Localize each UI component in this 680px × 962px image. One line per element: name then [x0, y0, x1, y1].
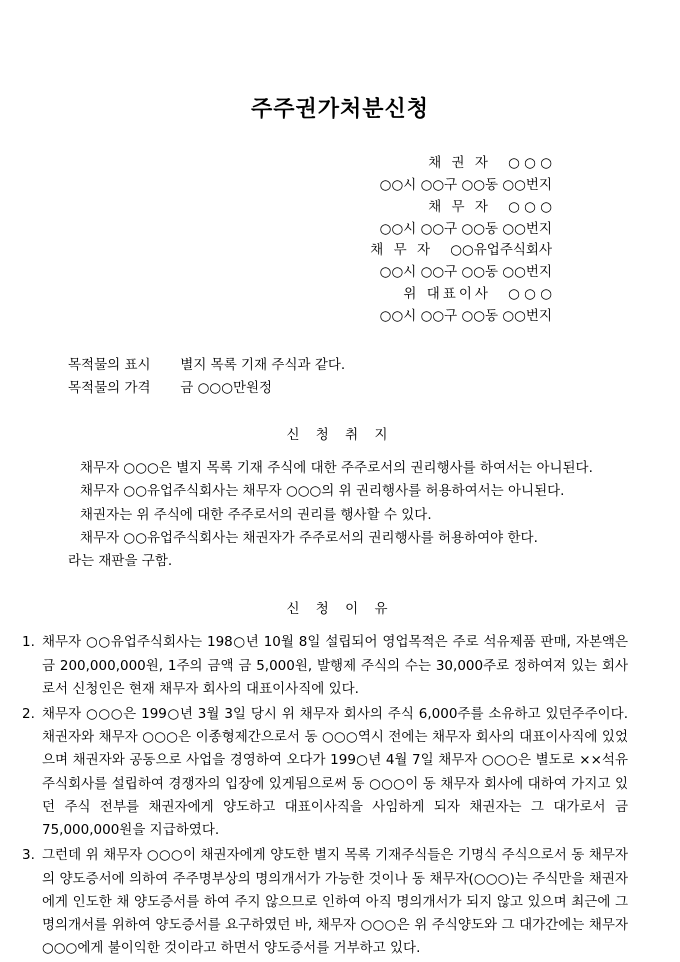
- parties-block: [0, 153, 680, 328]
- party-label: 채 무 자: [370, 242, 434, 259]
- party-row: [0, 153, 552, 175]
- reason-heading: 신 청 이 유: [286, 601, 394, 618]
- party-address: ○○시 ○○구 ○○동 ○○번지: [379, 264, 552, 281]
- claim-heading: 신 청 취 지: [286, 427, 394, 444]
- reason-item: [22, 844, 628, 960]
- party-label: 위 대표이사: [403, 286, 491, 303]
- reason-text: 그런데 위 채무자 ○○○이 채권자에게 양도한 별지 목록 기재주식들은 기명식 주식으로서 동 채무자의 양도증서에 의하여 주주명부상의 명의개서가 가능한 것이나 동 채무자(○○○)는 주식만을 채권자에게 인도한 채 양도증서를 하여 주지 않으므로 인하여 아직 명의개서가 되지 않고 있으며 최근에 그 명의개서를 위하여 양도증서를 요구하였던 바, 채무자 ○○○은 위 주식양도와 그 대가간에는 채무자 ○○○에게 불이익한 것이라고 하면서 양도증서를 거부하고 있다.: [42, 847, 628, 957]
- claim-line: 채무자 ○○유업주식회사는 채무자 ○○○의 위 권리행사를 허용하여서는 아니된다.: [80, 483, 565, 500]
- subject-row: [68, 354, 680, 377]
- subject-key: 목적물의 표시: [68, 356, 151, 373]
- party-address: ○○시 ○○구 ○○동 ○○번지: [379, 176, 552, 193]
- reason-number: 3.: [22, 847, 35, 864]
- subject-value: 금 ○○○만원정: [180, 379, 273, 396]
- subject-row: [68, 377, 680, 400]
- party-address: ○○시 ○○구 ○○동 ○○번지: [379, 220, 552, 237]
- page-title: 주주권가처분신청: [250, 97, 430, 122]
- subject-key: 목적물의 가격: [68, 379, 151, 396]
- reason-item: [22, 631, 628, 701]
- party-value: ○ ○ ○: [508, 198, 552, 215]
- party-value: ○ ○ ○: [508, 286, 552, 303]
- claim-closing-line: 라는 재판을 구함.: [68, 553, 173, 570]
- reason-text: 채무자 ○○유업주식회사는 198○년 10월 8일 설립되어 영업목적은 주로 석유제품 판매, 자본액은 금 200,000,000원, 1주의 금액 금 5,000원, 발행제 주식의 수는 30,000주로 정하여져 있는 회사로서 신청인은 현재 채무자 회사의 대표이사직에 있다.: [42, 634, 628, 697]
- party-label: 채 권 자: [428, 155, 491, 171]
- subject-value: 별지 목록 기재 주식과 같다.: [180, 356, 346, 373]
- party-address-row: [0, 262, 552, 284]
- reason-number: 2.: [22, 705, 35, 722]
- party-address-row: [0, 306, 552, 328]
- party-row: [0, 240, 552, 262]
- claims-block: [0, 457, 680, 573]
- party-address-row: [0, 175, 552, 197]
- claim-line: 채무자 ○○유업주식회사는 채권자가 주주로서의 권리행사를 허용하여야 한다.: [80, 529, 538, 546]
- reasons-block: [0, 631, 680, 960]
- party-address-row: [0, 219, 552, 241]
- reason-item: [22, 703, 628, 842]
- subject-block: [0, 354, 680, 399]
- party-label: 채 무 자: [428, 198, 491, 215]
- claim-line: 채무자 ○○○은 별지 목록 기재 주식에 대한 주주로서의 권리행사를 하여서는 아니된다.: [80, 460, 593, 477]
- party-row: [0, 284, 552, 306]
- party-address: ○○시 ○○구 ○○동 ○○번지: [379, 308, 552, 325]
- party-row: [0, 197, 552, 219]
- party-value: ○○유업주식회사: [450, 242, 552, 259]
- claim-line: 채권자는 위 주식에 대한 주주로서의 권리를 행사할 수 있다.: [80, 506, 432, 523]
- party-value: ○ ○ ○: [508, 155, 552, 171]
- reason-text: 채무자 ○○○은 199○년 3월 3일 당시 위 채무자 회사의 주식 6,000주를 소유하고 있던주주이다. 채권자와 채무자 ○○○은 이종형제간으로서 동 ○○○역시 전에는 채무자 회사의 대표이사직에 있었으며 채권자와 공동으로 사업을 경영하여 오다가 199○년 4월 7일 채무자 ○○○은 별도로 ××석유주식회사를 설립하여 경쟁자의 입장에 있게됨으로써 동 ○○○이 동 채무자 회사에 대하여 가지고 있던 주식 전부를 채권자에게 양도하고 대표이사직을 사임하게 되자 채권자는 그 대가로서 금 75,000,000원을 지급하였다.: [42, 705, 628, 839]
- reason-number: 1.: [22, 634, 35, 651]
